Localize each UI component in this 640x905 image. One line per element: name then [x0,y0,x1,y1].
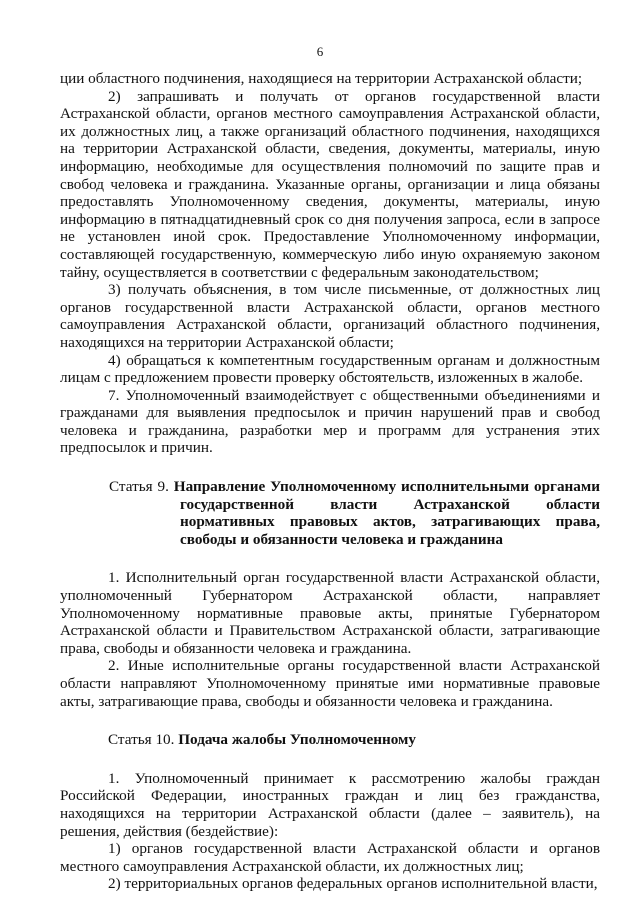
document-body [60,70,600,893]
article-10-title: Подача жалобы Уполномоченному [178,731,416,749]
article-9-label: Статья 9. [109,478,174,496]
article-9-heading [60,478,600,548]
paragraph-item-4: 4) обращаться к компетентным государственным органам и должностным лицам с предложением провести проверку обстоятельств, изложенных в жалобе. [60,351,600,387]
article-10-heading [60,731,600,749]
article-9-title: Направление Уполномоченному исполнительными органами государственной власти Астраханской области нормативных правовых актов, затрагивающих права, свободы и обязанности человека и гражданина [173,478,600,548]
article-9-paragraph-1: 1. Исполнительный орган государственной власти Астраханской области, уполномоченный Губернатором Астраханской области, направляет Уполномоченному нормативные правовые акты, принятые Губернатором Астраханской области и Правительством Астраханской области, затрагивающие права, свободы и обязанности человека и гражданина. [60,569,600,657]
paragraph-continuation: ции областного подчинения, находящиеся на территории Астраханской области; [60,70,583,87]
paragraph-item-3: 3) получать объяснения, в том числе письменные, от должностных лиц органов государственной власти Астраханской области, органов местного самоуправления Астраханской области, организаций областного подчинения, находящихся на территории Астраханской области; [60,281,600,351]
article-10-item-2: 2) территориальных органов федеральных органов исполнительной власти, [108,875,598,893]
article-10-label: Статья 10. [108,731,179,749]
article-10-item-1: 1) органов государственной власти Астраханской области и органов местного самоуправления Астраханской области, их должностных лиц; [60,840,600,875]
paragraph-point-7: 7. Уполномоченный взаимодействует с общественными объединениями и гражданами для выявления предпосылок и причин нарушений прав и свобод человека и гражданина, разработки мер и программ для устранения этих предпосылок и причин. [60,386,600,457]
page-number: 6 [316,44,324,59]
article-9-paragraph-2: 2. Иные исполнительные органы государственной власти Астраханской области направляют Уполномоченному принятые ими нормативные правовые акты, затрагивающие права, свободы и обязанности человека и гражданина. [60,657,600,710]
paragraph-item-2: 2) запрашивать и получать от органов государственной власти Астраханской области, органов местного самоуправления Астраханской области, их должностных лиц, а также организаций областного подчинения, находящихся на территории Астраханской области, сведения, документы, материалы, иную информацию, необходимые для осуществления полномочий по защите прав и свобод человека и гражданина. Указанные органы, организации и лица обязаны предоставлять Уполномоченному сведения, документы, материалы, иную информацию в пятнадцатидневный срок со дня получения запроса, если в запросе не установлен иной срок. Предоставление Уполномоченному информации, составляющей государственную, коммерческую либо иную охраняемую законом тайну, осуществляется в соответствии с федеральным законодательством; [60,87,600,281]
article-10-paragraph-1: 1. Уполномоченный принимает к рассмотрению жалобы граждан Российской Федерации, иностранных граждан и лиц без гражданства, находящихся на территории Астраханской области (далее – заявитель), на решения, действия (бездействие): [60,769,600,840]
